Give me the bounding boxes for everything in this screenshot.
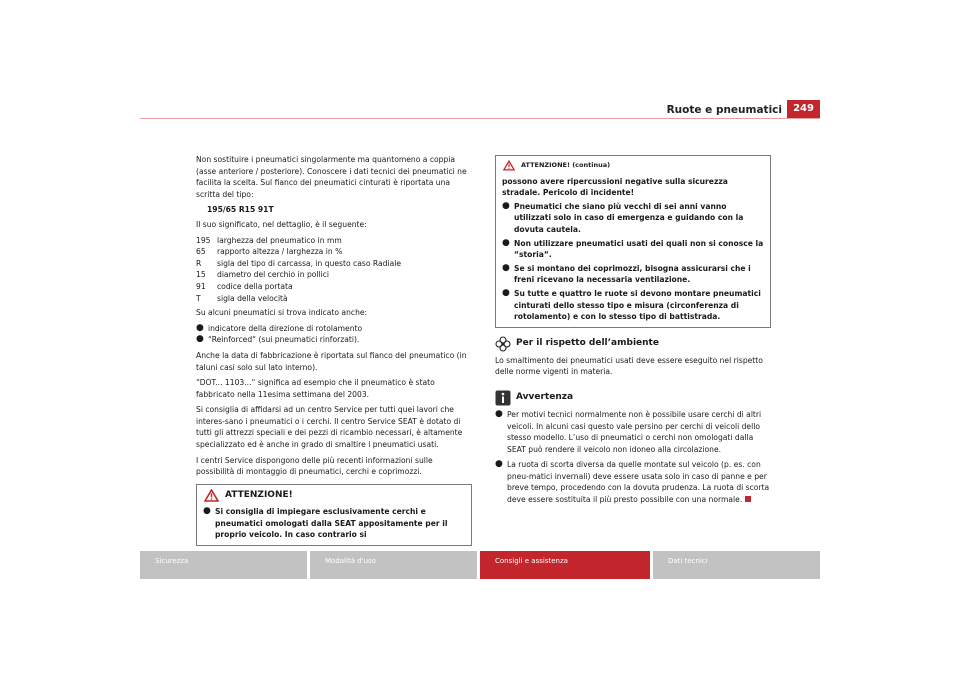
warning-triangle-icon <box>503 160 515 171</box>
paragraph: Si consiglia di affidarsi ad un centro Service per tutti quei lavori che interes-sano i pneumatici o i cerchi. Il centro Service SEAT è dotato di tutti gli attrezzi speciali e dei pezzi di ricambio necessari, è altamente specializzato ed è anche in grado di smaltire i pneumatici usati. <box>196 405 463 450</box>
note-heading: Avvertenza <box>495 390 771 406</box>
paragraph: Non sostituire i pneumatici singolarmente ma quantomeno a coppia (asse anteriore / posteriore). Conoscere i dati tecnici dei pneumatici ne facilita la scelta. Sul fianco dei pneumatici cinturati è riportata una scritta del tipo: <box>196 155 467 199</box>
def-value: larghezza del pneumatico in mm <box>217 235 342 245</box>
def-value: codice della portata <box>217 281 293 291</box>
def-key: R <box>196 258 202 268</box>
def-key: 65 <box>196 247 206 257</box>
bullet-icon: ● <box>196 322 204 333</box>
bullet-icon: ● <box>502 262 510 273</box>
tab-sicurezza[interactable]: Sicurezza <box>140 551 307 579</box>
warning-title: ATTENZIONE! <box>225 489 293 500</box>
def-value: sigla della velocità <box>217 293 288 303</box>
flower-icon <box>495 336 511 352</box>
warning-header <box>197 485 471 505</box>
list-item: ● Su tutte e quattro le ruote si devono montare pneumatici cinturati dello stesso tipo e misura (circonferenza di rotolamento) e con lo stesso tipo di battistrada. <box>502 287 761 322</box>
bullet-icon: ● <box>502 200 510 211</box>
end-marker-icon <box>745 496 751 502</box>
warning-box-continued <box>495 155 771 328</box>
paragraph: Anche la data di fabbricazione è riportata sul fianco del pneumatico (in taluni casi solo sul lato interno). <box>196 350 467 372</box>
list-item: ● Per motivi tecnici normalmente non è possibile usare cerchi di altri veicoli. In alcuni casi questo vale persino per cerchi di veicoli dello stesso modello. L’uso di pneumatici o cerchi non omologati dalla SEAT può rendere il veicolo non idoneo alla circolazione. <box>495 408 762 454</box>
bullet-icon: ● <box>495 459 503 470</box>
definition-list <box>196 235 472 305</box>
bullet-icon: ● <box>502 287 510 298</box>
def-key: T <box>196 293 201 303</box>
def-key: 91 <box>196 281 206 291</box>
section-title: Ruote e pneumatici <box>666 104 782 116</box>
warning-body <box>496 175 770 327</box>
page-number: 249 <box>787 100 820 118</box>
tab-dati-tecnici[interactable]: Dati tecnici <box>653 551 820 579</box>
warning-triangle-icon <box>204 489 219 502</box>
warning-header <box>496 156 770 175</box>
tire-code: 195/65 R15 91T <box>207 205 274 215</box>
def-value: sigla del tipo di carcassa, in questo caso Radiale <box>217 258 402 268</box>
warning-body <box>197 505 471 545</box>
paragraph: “DOT... 1103...“ significa ad esempio che il pneumatico è stato fabbricato nella 11esima settimana del 2003. <box>196 378 435 399</box>
tab-consigli-assistenza[interactable]: Consigli e assistenza <box>480 551 650 579</box>
paragraph: Il suo significato, nel dettaglio, è il seguente: <box>196 219 367 229</box>
list-item: ● Pneumatici che siano più vecchi di sei anni vanno utilizzati solo in caso di emergenza e guidando con la dovuta cautela. <box>502 200 744 234</box>
right-column <box>495 155 771 506</box>
bullet-icon: ● <box>495 408 503 419</box>
bullet-icon: ● <box>203 506 211 516</box>
info-note-icon <box>495 390 511 406</box>
environment-heading: Per il rispetto dell’ambiente <box>495 336 771 352</box>
paragraph: I centri Service dispongono delle più recenti informazioni sulle possibilità di montaggio di pneumatici, cerchi e coprimozzi. <box>196 455 433 477</box>
def-key: 15 <box>196 270 206 280</box>
list-item: ● Non utilizzare pneumatici usati dei quali non si conosce la “storia“. <box>502 237 764 260</box>
tab-modalita-uso[interactable]: Modalità d'uso <box>310 551 477 579</box>
def-key: 195 <box>196 235 211 245</box>
def-value: rapporto altezza / larghezza in % <box>217 247 343 257</box>
paragraph: Lo smaltimento dei pneumatici usati deve essere eseguito nel rispetto delle norme vigenti in materia. <box>495 355 763 377</box>
list-item: ● La ruota di scorta diversa da quelle montate sul veicolo (p. es. con pneu-matici invernali) deve essere usata solo in caso di panne e per breve tempo, procedendo con la dovuta prudenza. La ruota di scorta deve essere sostituita il più presto possibile con una normale. <box>495 459 770 505</box>
list-item: ● Se si montano dei coprimozzi, bisogna assicurarsi che i freni ricevano la necessaria ventilazione. <box>502 262 751 285</box>
warning-box <box>196 484 472 546</box>
list-item: ● indicatore della direzione di rotolamento <box>196 322 363 333</box>
bullet-icon: ● <box>196 334 204 345</box>
bullet-icon: ● <box>502 237 510 248</box>
def-value: diametro del cerchio in pollici <box>217 270 330 280</box>
header-divider <box>140 118 820 119</box>
paragraph: Su alcuni pneumatici si trova indicato anche: <box>196 308 368 318</box>
warning-title: ATTENZIONE! (continua) <box>521 161 611 169</box>
left-column <box>196 154 472 482</box>
list-item: ● “Reinforced“ (sui pneumatici rinforzati). <box>196 334 360 345</box>
list-item: ● Si consiglia di impiegare esclusivamente cerchi e pneumatici omologati dalla SEAT appositamente per il proprio veicolo. In caso contrario si <box>203 506 448 540</box>
paragraph: possono avere ripercussioni negative sulla sicurezza stradale. Pericolo di incidente! <box>502 176 728 198</box>
